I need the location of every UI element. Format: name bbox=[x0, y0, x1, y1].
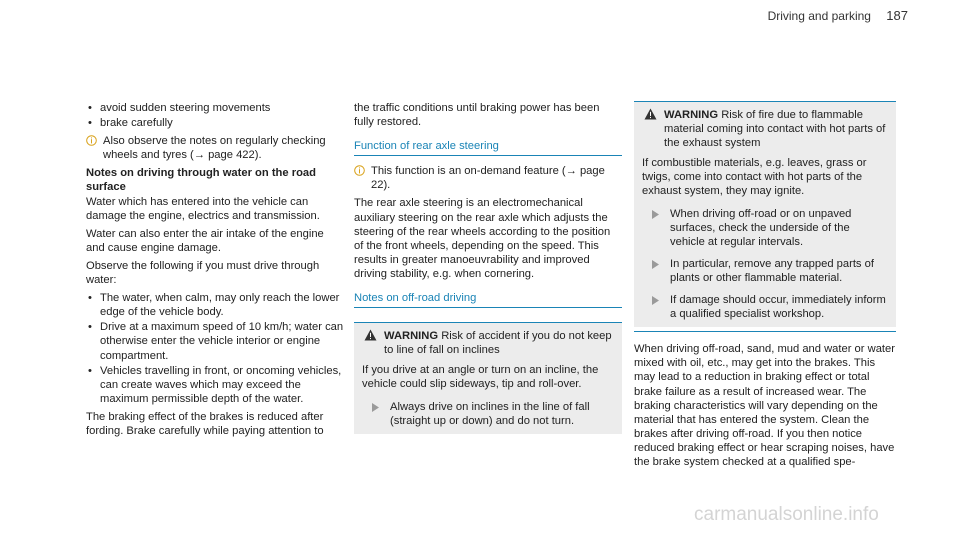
warning-label: WARNING bbox=[664, 109, 719, 121]
note-text: This function is an on-demand feature (→ page 22). bbox=[371, 165, 605, 192]
divider bbox=[634, 331, 896, 332]
warning-triangle-icon bbox=[644, 108, 657, 124]
note bbox=[354, 164, 622, 192]
step-text: When driving off-road or on unpaved surfaces, check the underside of the vehicle at regular intervals. bbox=[670, 207, 852, 248]
paragraph: When driving off-road, sand, mud and water or water mixed with oil, etc., may get into the brakes. This may lead to a reduction in braking effect or total brake failure as a result of increased wear. The braking characteristics will vary depending on the material that has entered the system. Clean the brakes after driving off-road. If you then notice reduced braking effect or hear scraping noises, have the brake system checked at a qualified spe- bbox=[634, 343, 895, 468]
step-text: Always drive on inclines in the line of fall (straight up or down) and do not turn. bbox=[390, 400, 590, 427]
instruction-step bbox=[642, 293, 886, 321]
warning-title: Risk of accident if you do not keep to line of fall on inclines bbox=[384, 330, 612, 357]
column-middle bbox=[354, 101, 622, 434]
warning-title: Risk of fire due to flammable material coming into contact with hot parts of the exhaust system bbox=[664, 109, 886, 150]
bullet-list-top bbox=[86, 101, 344, 130]
page-number: 187 bbox=[886, 8, 908, 23]
list-item: • The water, when calm, may only reach the lower edge of the vehicle body. bbox=[86, 291, 344, 319]
paragraph: Water can also enter the air intake of the engine and cause engine damage. bbox=[86, 227, 324, 254]
info-icon bbox=[86, 135, 97, 150]
paragraph: The braking effect of the brakes is reduced after fording. Brake carefully while paying attention to bbox=[86, 410, 324, 437]
instruction-step bbox=[642, 207, 886, 249]
paragraph: The rear axle steering is an electromechanical auxiliary steering on the rear axle which adjusts the steering of the rear wheels according to the position of the front wheels, depending on the speed. This results in greater manoeuvrability and improved driving stability, e.g. when cornering. bbox=[354, 197, 611, 280]
warning-body: If you drive at an angle or turn on an incline, the vehicle could slip sideways, tip and roll-over. bbox=[362, 364, 599, 391]
instruction-step bbox=[642, 257, 886, 285]
subheading: Notes on driving through water on the road surface bbox=[86, 167, 316, 194]
list-item: • Drive at a maximum speed of 10 km/h; water can otherwise enter the vehicle interior or engine compartment. bbox=[86, 320, 344, 362]
section-heading-off-road: Notes on off-road driving bbox=[354, 291, 622, 308]
step-text: If damage should occur, immediately inform a qualified specialist workshop. bbox=[670, 294, 886, 321]
instruction-step bbox=[362, 400, 612, 428]
arrow-step-icon bbox=[652, 209, 659, 223]
list-item: • brake carefully bbox=[86, 116, 344, 130]
list-item: • Vehicles travelling in front, or oncoming vehicles, can create waves which may exceed the maximum permissible depth of the water. bbox=[86, 364, 344, 406]
page-header bbox=[768, 8, 908, 23]
arrow-step-icon bbox=[372, 402, 379, 416]
warning-box bbox=[634, 101, 896, 327]
info-icon bbox=[354, 165, 365, 180]
list-item: • avoid sudden steering movements bbox=[86, 101, 344, 115]
paragraph: the traffic conditions until braking power has been fully restored. bbox=[354, 102, 600, 129]
warning-label: WARNING bbox=[384, 330, 439, 343]
warning-box bbox=[354, 322, 622, 434]
paragraph: Observe the following if you must drive through water: bbox=[86, 259, 320, 287]
warning-heading bbox=[642, 108, 886, 150]
note-text: Also observe the notes on regularly checking wheels and tyres (→ page 422). bbox=[103, 135, 326, 162]
column-right bbox=[634, 101, 896, 473]
section-title: Driving and parking bbox=[767, 9, 871, 23]
arrow-step-icon bbox=[652, 259, 659, 273]
paragraph: Water which has entered into the vehicle can damage the engine, electrics and transmission. bbox=[86, 195, 320, 222]
section-heading-rear-axle: Function of rear axle steering bbox=[354, 139, 622, 156]
arrow-step-icon bbox=[652, 295, 659, 309]
step-text: In particular, remove any trapped parts of plants or other flammable material. bbox=[670, 257, 874, 284]
column-left bbox=[86, 101, 344, 442]
note bbox=[86, 134, 344, 162]
bullet-list bbox=[86, 291, 344, 406]
warning-heading bbox=[362, 329, 612, 357]
warning-body: If combustible materials, e.g. leaves, grass or twigs, come into contact with hot parts of the exhaust system, they may ignite. bbox=[642, 157, 867, 198]
watermark: carmanualsonline.info bbox=[694, 504, 879, 525]
warning-triangle-icon bbox=[364, 329, 377, 345]
